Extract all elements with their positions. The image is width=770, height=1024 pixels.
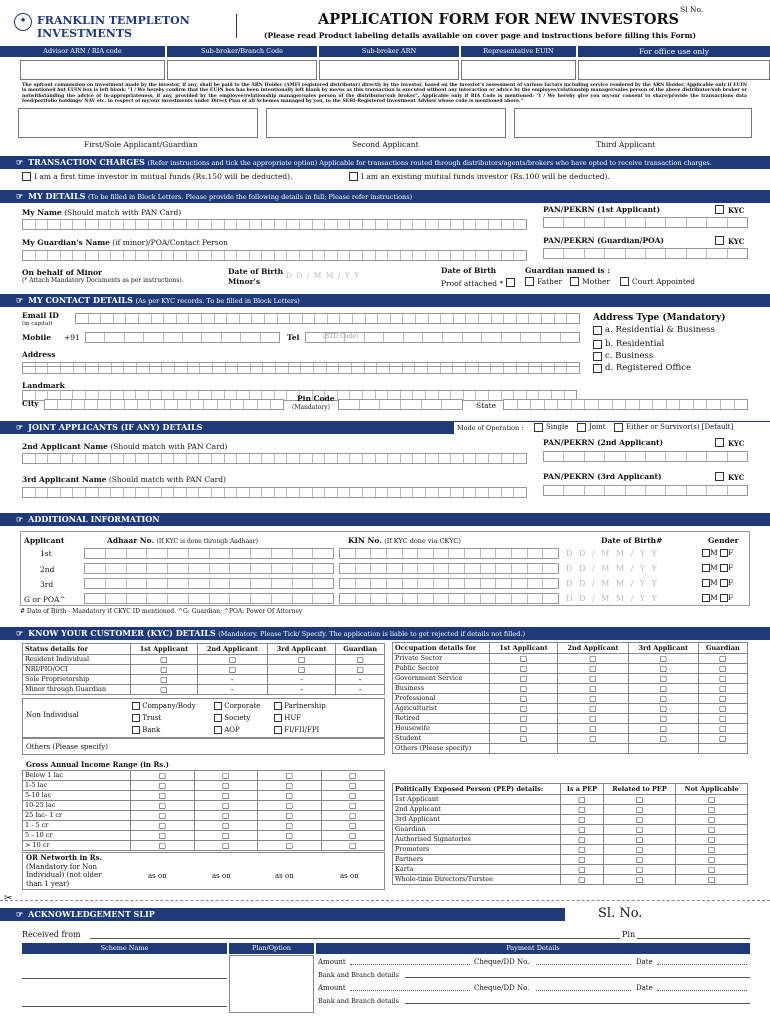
table-row: Below 1 lac ▢ ▢ ▢ ▢ [23, 771, 385, 781]
table-row: Private Sector ▢ ▢ ▢ ▢ [393, 654, 748, 664]
pointing-hand-icon: ☞ [16, 422, 24, 432]
pan-guardian-label: PAN/PEKRN (Guardian/POA) [543, 236, 664, 245]
kin-input-3[interactable] [339, 578, 559, 589]
pin-label: Pin [622, 930, 636, 939]
minor-dob-input[interactable]: D D / M M / Y Y [286, 271, 361, 280]
networth-as-on-1[interactable]: as on [148, 872, 167, 880]
table-row: Others (Please specify) [393, 744, 748, 754]
cheque-input-1[interactable] [536, 964, 631, 965]
kyc-details-header: ☞ KNOW YOUR CUSTOMER (KYC) DETAILS (Mandatory. Please Tick/ Specify. The application is liable to get rejected if details not filled.) [0, 627, 770, 640]
pep-table: Politically Exposed Person (PEP) details: Is a PEP Related to PEP Not Applicable 1st Applicant ▢ ▢ ▢ 2nd Applicant ▢ ▢ ▢ 3rd Applicant ▢ ▢ ▢ Guardian ▢ ▢ ▢ Authorised Signatories ▢ ▢ ▢ Promoters ▢ ▢ ▢ Partners ▢ ▢ ▢ Karta ▢ ▢ ▢ Whole-time Directors/Turstee ▢ ▢ ▢ [392, 783, 748, 885]
guardian-name-label: My Guardian's Name (if minor)/POA/Contact Person [22, 238, 228, 247]
dob-input-1[interactable]: D D / M M / Y Y [566, 549, 659, 558]
additional-footnote: # Date of Birth - Mandatory if CKYC ID mentioned. ^G: Guardian; ^POA: Power Of Attorney [20, 608, 303, 615]
applicant2-label: 2nd Applicant Name (Should match with PAN Card) [22, 442, 228, 451]
pin-code-input[interactable] [338, 399, 463, 410]
kyc-guardian-label: KYC [728, 237, 745, 246]
signer-label-2: Second Applicant [352, 140, 419, 149]
mobile-code: +91 [64, 333, 80, 342]
pointing-hand-icon: ☞ [16, 628, 24, 638]
contact-details-header: ☞ MY CONTACT DETAILS (As per KYC records. To be filled in Block Letters) [0, 294, 770, 307]
table-row: 1-5 lac ▢ ▢ ▢ ▢ [23, 781, 385, 791]
kyc2-checkbox[interactable] [715, 438, 724, 447]
pin-input[interactable] [637, 938, 750, 939]
scheme-name-input-1[interactable] [22, 978, 227, 979]
pan3-label: PAN/PEKRN (3rd Applicant) [543, 472, 662, 481]
kyc2-label: KYC [728, 439, 745, 448]
guardian-name-input[interactable] [22, 250, 527, 261]
office-use-header: For office use only [578, 46, 770, 57]
mother-label: Mother [582, 277, 611, 286]
address-line2-input[interactable] [22, 366, 580, 374]
income-range-table [22, 770, 385, 851]
pin-code-label: Pin Code [297, 394, 335, 403]
serial-no-label: Sl No. [680, 5, 704, 14]
advisor-arn-header: Advisor ARN / RIA code [0, 46, 165, 57]
plan-option-input[interactable] [229, 955, 314, 1013]
dob-label: Date of Birth [228, 267, 284, 276]
pointing-hand-icon: ☞ [16, 157, 24, 167]
table-row: 5 - 10 cr ▢ ▢ ▢ ▢ [23, 831, 385, 841]
kin-input-2[interactable] [339, 563, 559, 574]
sub-broker-arn-header: Sub-broker ARN [319, 46, 459, 57]
pan1-label: PAN/PEKRN (1st Applicant) [543, 205, 661, 214]
gender-options-4[interactable]: M F [702, 593, 733, 602]
email-label: Email ID [22, 311, 59, 320]
mode-single-checkbox[interactable] [534, 423, 543, 432]
my-name-label: My Name (Should match with PAN Card) [22, 208, 182, 217]
cheque-label-2: Cheque/DD No. [474, 984, 530, 992]
table-row: Professional ▢ ▢ ▢ ▢ [393, 694, 748, 704]
table-row: Agriculturist ▢ ▢ ▢ ▢ [393, 704, 748, 714]
bank-input-2[interactable] [405, 1003, 750, 1004]
state-label: State [476, 401, 497, 410]
income-range-title: Gross Annual Income Range (in Rs.) [26, 760, 169, 769]
guardian-named-label: Guardian named is : [525, 266, 611, 275]
address-type-c-checkbox[interactable] [593, 352, 602, 361]
aadhaar-input-2[interactable] [84, 563, 334, 574]
table-row: Resident Individual ▢ ▢ ▢ ▢ [23, 655, 385, 665]
state-input[interactable] [503, 399, 748, 410]
header-divider [236, 14, 237, 38]
joint-applicants-header: ☞ JOINT APPLICANTS (IF ANY) DETAILS [0, 421, 770, 434]
table-row: Housewife ▢ ▢ ▢ ▢ [393, 724, 748, 734]
table-row: Guardian ▢ ▢ ▢ [393, 825, 748, 835]
aadhaar-input-1[interactable] [84, 548, 334, 559]
table-row: Public Sector ▢ ▢ ▢ ▢ [393, 664, 748, 674]
existing-investor-checkbox[interactable] [349, 172, 358, 181]
pin-code-note: (Mandatory) [292, 404, 330, 411]
dob-input-2[interactable]: D D / M M / Y Y [566, 564, 659, 573]
form-title: APPLICATION FORM FOR NEW INVESTORS [318, 11, 680, 28]
mode-joint-label: Joint [589, 423, 606, 431]
amount-label-1: Amount [318, 958, 346, 966]
euin-header: Representative EUIN [461, 46, 576, 57]
table-row: NRI/PIO/OCI ▢ ▢ ▢ ▢ [23, 665, 385, 675]
mode-either-label: Either or Survivor(s) [Default] [626, 423, 734, 431]
scheme-name-header: Scheme Name [22, 943, 227, 954]
kyc1-label: KYC [728, 206, 745, 215]
table-row: 1st Applicant ▢ ▢ ▢ [393, 795, 748, 805]
kin-input-4[interactable] [339, 593, 559, 604]
brand-sub: INVESTMENTS [37, 27, 132, 40]
signer-label-3: Third Applicant [596, 140, 656, 149]
table-row: Retired ▢ ▢ ▢ ▢ [393, 714, 748, 724]
form-subtitle: (Please read Product labeling details available on cover page and instructions before filling this Form) [264, 31, 696, 40]
pan3-input[interactable] [543, 485, 748, 496]
table-row: Business ▢ ▢ ▢ ▢ [393, 684, 748, 694]
bank-label-2: Bank and Branch details [318, 997, 399, 1005]
networth-as-on-3[interactable]: as on [275, 872, 294, 880]
pan2-input[interactable] [543, 451, 748, 462]
non-individual-options-3[interactable]: Partnership HUF FI/FII/FPI [274, 700, 326, 736]
scheme-name-input-2[interactable] [22, 1006, 227, 1007]
amount-input-2[interactable] [350, 990, 470, 991]
kyc-guardian-checkbox[interactable] [715, 236, 724, 245]
pointing-hand-icon: ☞ [16, 295, 24, 305]
mother-checkbox[interactable] [570, 277, 579, 286]
applicant2-name-input[interactable] [22, 453, 527, 464]
pointing-hand-icon: ☞ [16, 514, 24, 524]
amount-input-1[interactable] [350, 964, 470, 965]
table-row: > 10 cr ▢ ▢ ▢ ▢ [23, 841, 385, 851]
table-row: Government Service ▢ ▢ ▢ ▢ [393, 674, 748, 684]
date-label-2: Date [636, 984, 653, 992]
received-from-label: Received from [22, 930, 81, 939]
city-input[interactable] [44, 399, 284, 410]
ack-serial-no: Sl. No. [598, 906, 643, 921]
dob-input-4[interactable]: D D / M M / Y Y [566, 594, 659, 603]
table-row: Student ▢ ▢ ▢ ▢ [393, 734, 748, 744]
address-type-b-label: b. Residential [605, 339, 665, 349]
networth-as-on-4[interactable]: as on [340, 872, 359, 880]
dob2-label: Date of Birth [441, 266, 497, 275]
aadhaar-input-3[interactable] [84, 578, 334, 589]
table-row: 2nd Applicant ▢ ▢ ▢ [393, 805, 748, 815]
mode-joint-checkbox[interactable] [577, 423, 586, 432]
date-label-1: Date [636, 958, 653, 966]
kyc1-checkbox[interactable] [715, 205, 724, 214]
non-individual-options-2[interactable]: Corporate Society AOP [214, 700, 260, 736]
non-individual-options[interactable]: Company/Body Trust Bank [132, 700, 196, 736]
acknowledgement-header: ☞ ACKNOWLEDGEMENT SLIP [0, 908, 565, 921]
applicant3-label: 3rd Applicant Name (Should match with PAN Card) [22, 475, 226, 484]
brand-name: FRANKLIN TEMPLETON [37, 14, 190, 27]
tel-label: Tel [287, 333, 300, 342]
gender-col-header: Gender [708, 536, 739, 545]
table-row: Whole-time Directors/Turstee ▢ ▢ ▢ [393, 875, 748, 885]
gender-options-2[interactable]: M F [702, 563, 733, 572]
father-label: Father [537, 277, 563, 286]
email-note: (in capital) [22, 321, 53, 327]
gender-options-1[interactable]: M F [702, 548, 733, 557]
cheque-label-1: Cheque/DD No. [474, 958, 530, 966]
pointing-hand-icon: ☞ [16, 191, 24, 201]
status-others-label: Others (Please specify) [26, 743, 108, 751]
sub-broker-branch-header: Sub-broker/Branch Code [167, 46, 317, 57]
my-name-input[interactable] [22, 219, 527, 230]
occupation-table: Occupation details for 1st Applicant 2nd Applicant 3rd Applicant Guardian Private Sector ▢ ▢ ▢ ▢ Public Sector ▢ ▢ ▢ ▢ Government Service ▢ ▢ ▢ ▢ Business ▢ ▢ ▢ ▢ Professional ▢ ▢ ▢ ▢ Agriculturist ▢ ▢ ▢ ▢ Retired ▢ ▢ ▢ ▢ Housewife ▢ ▢ ▢ ▢ Student ▢ ▢ ▢ ▢ Others (Please specify) [392, 642, 748, 754]
kyc3-checkbox[interactable] [715, 472, 724, 481]
additional-row-label: 1st [40, 549, 52, 558]
plan-option-header: Plan/Option [229, 943, 314, 954]
third-applicant-signature[interactable] [514, 108, 752, 138]
court-appointed-label: Court Appointed [632, 277, 696, 286]
networth-as-on-2[interactable]: as on [212, 872, 231, 880]
aadhaar-col-header: Adhaar No. (If KYC is done through Aadhaar) [107, 536, 258, 545]
date-input-1[interactable] [657, 964, 747, 965]
bank-label-1: Bank and Branch details [318, 971, 399, 979]
proof-attached-checkbox[interactable] [506, 278, 515, 287]
cheque-input-2[interactable] [536, 990, 631, 991]
table-row: Partners ▢ ▢ ▢ [393, 855, 748, 865]
kyc-status-table: Status details for 1st Applicant 2nd Applicant 3rd Applicant Guardian Resident Individual ▢ ▢ ▢ ▢ NRI/PIO/OCI ▢ ▢ ▢ ▢ Sole Proprietorship ▢ - - - Minor through Guardian ▢ - - - [22, 643, 385, 695]
on-behalf-minor-label: On behalf of Minor [22, 268, 103, 277]
pan2-label: PAN/PEKRN (2nd Applicant) [543, 438, 664, 447]
address-label: Address [22, 350, 56, 359]
table-row: 25 lac- 1 cr ▢ ▢ ▢ ▢ [23, 811, 385, 821]
gender-options-3[interactable]: M F [702, 578, 733, 587]
email-input[interactable] [75, 313, 580, 324]
networth-label: OR Networth in Rs. (Mandatory for Non Individual) (not older than 1 year) [26, 853, 102, 888]
pan1-input[interactable] [543, 217, 748, 228]
kyc3-label: KYC [728, 473, 745, 482]
additional-row-label: 2nd [40, 565, 55, 574]
address-type-d-label: d. Registered Office [605, 363, 691, 373]
sub-broker-arn-input[interactable] [319, 60, 459, 80]
table-row: 5-10 lac ▢ ▢ ▢ ▢ [23, 791, 385, 801]
franklin-logo-icon: ✦ [14, 13, 32, 31]
table-row: Promoters ▢ ▢ ▢ [393, 845, 748, 855]
table-row: Sole Proprietorship ▢ - - - [23, 675, 385, 685]
disclaimer-text: The upfront commission on investment made by the investor, if any, shall be paid to the ARN Holder (AMFI registered distributor) directly by the investor, based on the investor's assessment of various factors including service rendered by the ARN Holder. Applicable only if EUIN is mentioned but EUIN box is left blank: "I / We hereby confirm that the EUIN box has been intentionally left blank by me/us as this transaction is executed without any interaction or advice by the employee/relationship manager/sales person of the above distributor/sub broker or notwithstanding the advice of in-appropriateness, if any, provided by the employee/relationship manager/sales person of the distributor/sub broker". Applicable only if RIA Code is mentioned: "I / We hereby give you my/our consent to share/provide the transactions data feed/portfolio holdings/ NAV etc. in respect of my/our investments under Direct Plan of all Schemes managed by you, to the SEBI-Registered Investment Adviser whose code is mentioned above." [22, 83, 747, 105]
amount-label-2: Amount [318, 984, 346, 992]
non-individual-label: Non Individual [26, 711, 79, 719]
scissors-icon: ✂ [4, 893, 13, 904]
address-type-a-label: a. Residential & Business [605, 325, 715, 335]
aadhaar-input-4[interactable] [84, 593, 334, 604]
address-type-label: Address Type (Mandatory) [593, 313, 726, 323]
first-applicant-signature[interactable] [18, 108, 258, 138]
sub-broker-branch-input[interactable] [167, 60, 317, 80]
court-appointed-checkbox[interactable] [620, 277, 629, 286]
additional-row-label: 3rd [40, 580, 54, 589]
table-row: 3rd Applicant ▢ ▢ ▢ [393, 815, 748, 825]
received-from-input[interactable] [90, 938, 620, 939]
father-checkbox[interactable] [525, 277, 534, 286]
pointing-hand-icon: ☞ [16, 909, 24, 919]
landmark-label: Landmark [22, 381, 65, 390]
proof-attached-label: Proof attached * [441, 279, 504, 288]
pan-guardian-input[interactable] [543, 248, 748, 259]
std-code-hint: (STD Code) [323, 333, 359, 340]
address-type-d-checkbox[interactable] [593, 364, 602, 373]
second-applicant-signature[interactable] [266, 108, 506, 138]
first-time-investor-label: I am a first time investor in mutual funds (Rs.150 will be deducted). [34, 172, 293, 181]
existing-investor-label: I am an existing mutual funds investor (Rs.100 will be deducted). [361, 172, 610, 181]
kin-col-header: KIN No. (If KYC done via CKYC) [348, 536, 461, 545]
office-use-box [578, 60, 770, 80]
table-row: Minor through Guardian ▢ - - - [23, 685, 385, 695]
my-details-header: ☞ MY DETAILS (To be filled in Block Letters. Please provide the following details in full; Please refer instructions) [0, 190, 770, 203]
date-input-2[interactable] [657, 990, 747, 991]
table-row: Karta ▢ ▢ ▢ [393, 865, 748, 875]
table-row: 1 - 5 cr ▢ ▢ ▢ ▢ [23, 821, 385, 831]
mobile-input[interactable] [85, 332, 280, 343]
table-row: 10-25 lac ▢ ▢ ▢ ▢ [23, 801, 385, 811]
additional-info-header: ☞ ADDITIONAL INFORMATION [0, 513, 770, 526]
applicant-col-header: Applicant [24, 536, 65, 545]
advisor-arn-input[interactable] [20, 60, 165, 80]
address-type-b-checkbox[interactable] [593, 340, 602, 349]
bank-input-1[interactable] [405, 977, 750, 978]
mode-of-operation-label: Mode of Operation : [454, 422, 534, 434]
minor-note: (* Attach Mandatory Documents as per instructions). [22, 277, 184, 284]
payment-details-header: Payment Details [316, 943, 750, 954]
dob-input-3[interactable]: D D / M M / Y Y [566, 579, 659, 588]
applicant3-name-input[interactable] [22, 487, 527, 498]
cut-line [0, 900, 770, 901]
first-time-investor-checkbox[interactable] [22, 172, 31, 181]
mode-either-checkbox[interactable] [614, 423, 623, 432]
transaction-charges-header: ☞ TRANSACTION CHARGES (Refer instructions and tick the appropriate option) Applicable for transactions routed through distributors/agents/brokers who have opted to receive transaction charges. [0, 156, 770, 169]
signer-label-1: First/Sole Applicant/Guardian [84, 140, 198, 149]
city-label: City [22, 399, 39, 408]
address-type-a-checkbox[interactable] [593, 326, 602, 335]
additional-row-label: G or POA^ [24, 595, 66, 604]
minors-label: Minor's [228, 277, 261, 286]
euin-input[interactable] [461, 60, 576, 80]
kin-input-1[interactable] [339, 548, 559, 559]
address-type-c-label: c. Business [605, 351, 654, 361]
dob-col-header: Date of Birth# [601, 536, 663, 545]
table-row: Authorised Signatories ▢ ▢ ▢ [393, 835, 748, 845]
mode-single-label: Single [546, 423, 569, 431]
mobile-label: Mobile [22, 333, 52, 342]
